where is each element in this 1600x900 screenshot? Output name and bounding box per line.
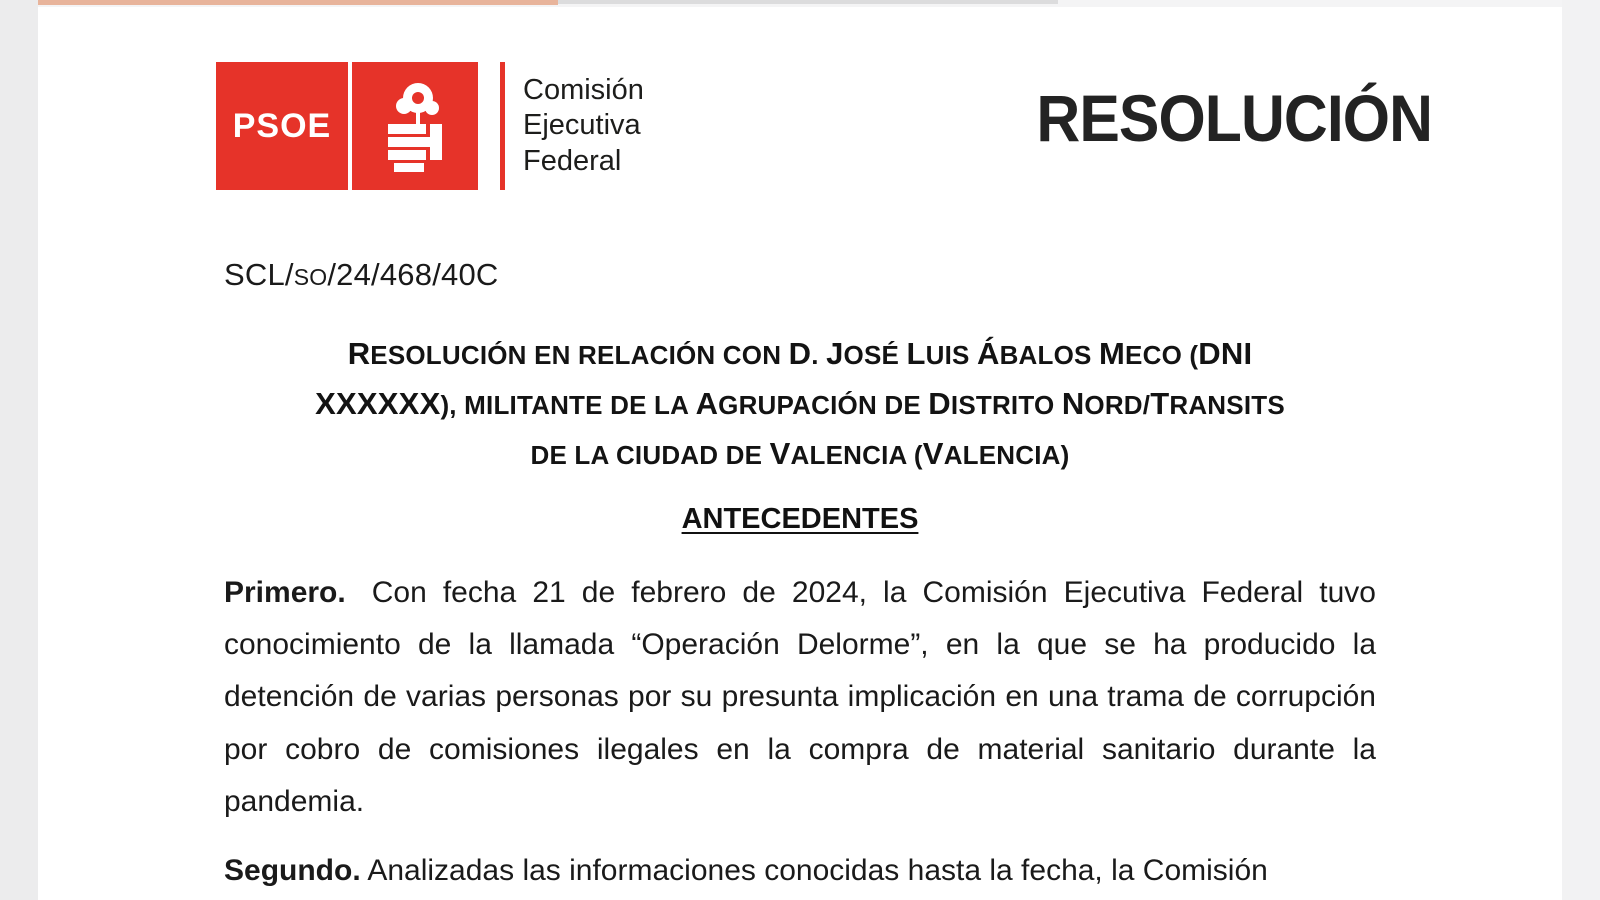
reference-code-smallcaps: SO: [293, 264, 328, 290]
page-title: [224, 329, 1376, 480]
page-title-line-2: XXXXXX), MILITANTE DE LA AGRUPACIÓN DE DISTRITO NORD/TRANSITS: [315, 386, 1285, 422]
fist-and-rose-icon: [352, 62, 478, 190]
paragraph-primero: [224, 567, 1376, 828]
organization-line-3: Federal: [523, 144, 622, 177]
paragraph-primero-text: Con fecha 21 de febrero de 2024, la Comisión Ejecutiva Federal tuvo conocimiento de la llamada “Operación Delorme”, en la que se ha producido la detención de varias personas por su presunta implicación en una trama de corrupción por cobro de comisiones ilegales en la compra de material sanitario durante la pandemia.: [224, 576, 1376, 818]
document-header: [216, 62, 1432, 197]
reference-code-prefix: SCL/: [224, 257, 294, 292]
logo-divider: [500, 62, 505, 190]
psoe-logo: [216, 62, 644, 190]
reference-code-suffix: /24/468/40C: [327, 257, 499, 292]
paragraph-segundo-label: Segundo.: [224, 854, 361, 887]
reference-code: [224, 257, 498, 293]
organization-line-2: Ejecutiva: [523, 109, 641, 142]
page-title-line-3: DE LA CIUDAD DE VALENCIA (VALENCIA): [530, 436, 1070, 472]
organization-line-1: Comisión: [523, 73, 644, 106]
page-title-line-1: RESOLUCIÓN EN RELACIÓN CON D. JOSÉ LUIS ÁBALOS MECO (DNI: [347, 336, 1253, 371]
paragraph-segundo-text: Analizadas las informaciones conocidas hasta la fecha, la Comisión: [367, 854, 1268, 887]
scan-top-accent-right: [558, 0, 1058, 4]
scan-top-accent-left: [38, 0, 558, 5]
paragraph-primero-label: Primero.: [224, 576, 346, 609]
psoe-acronym-text: PSOE: [232, 106, 332, 145]
paragraph-segundo: [224, 845, 1376, 897]
document-type-title: RESOLUCIÓN: [1036, 81, 1432, 155]
psoe-acronym-box: [216, 62, 348, 190]
section-heading-antecedentes: ANTECEDENTES: [681, 503, 919, 535]
document-body: [38, 7, 1562, 900]
page-margin-left: [0, 0, 38, 900]
page-margin-right: [1562, 0, 1600, 900]
organization-name: [523, 62, 644, 190]
